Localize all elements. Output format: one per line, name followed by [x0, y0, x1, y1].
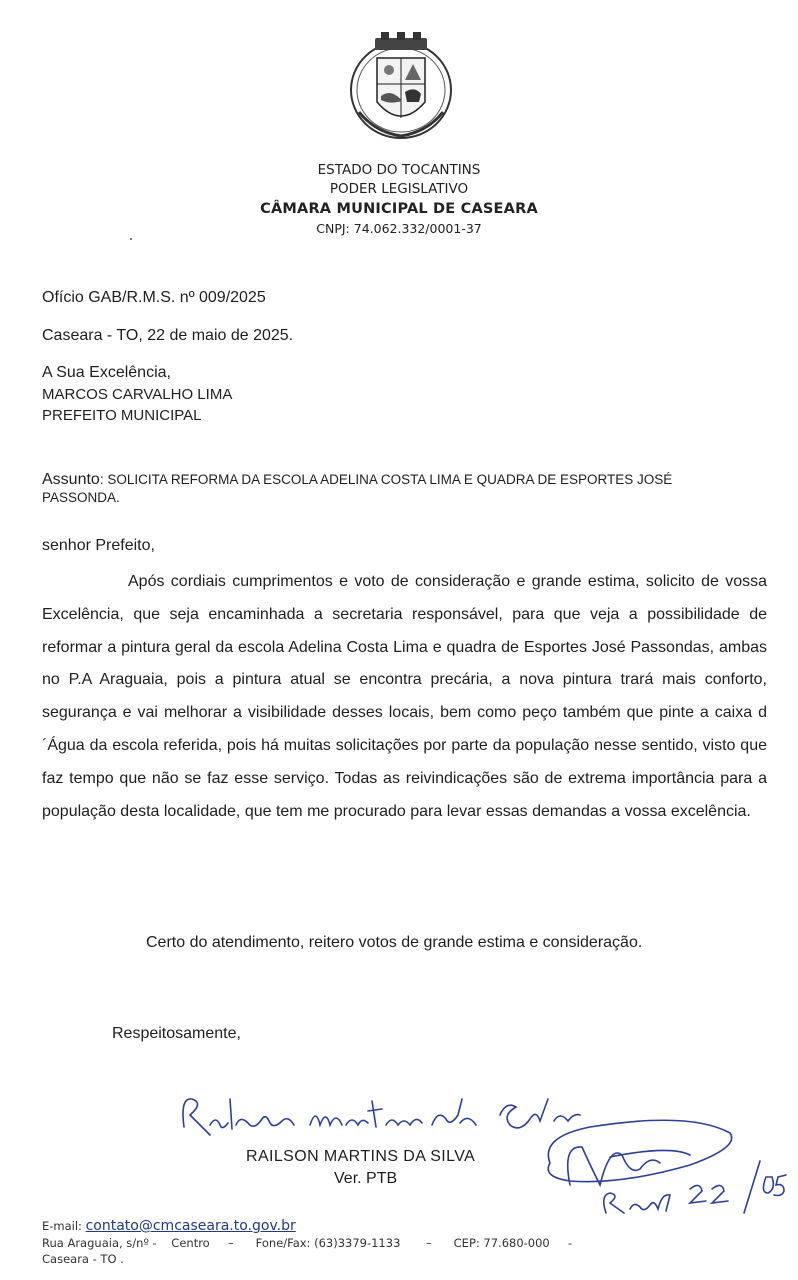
email-label: E-mail: — [42, 1219, 86, 1233]
date-line: Caseara - TO, 22 de maio de 2025. — [42, 327, 294, 344]
closing-text: Certo do atendimento, reitero votos de grande estima e consideração. — [146, 934, 643, 951]
letter-body-text: Após cordiais cumprimentos e voto de consideração e grande estima, solicito de vossa Excelência, que seja encaminhada a secretaria responsável, para que veja a possibilidade de reformar a pintura geral da escola Adelina Costa Lima e quadra de Esportes José Passondas, ambas no P.A Araguaia, pois a pintura atual se encontra precária, a nova pintura trará mais conforto, segurança e vai melhorar a visibilidade desses locais, bem como peço também que pinte a caixa d´Água da escola referida, pois há muitas solicitações por parte da população nesse sentido, visto que faz tempo que não se faz esse serviço. Todas as reivindicações são de extrema importância para a população desta localidade, que tem me procurado para levar essas demandas a vossa excelência. — [42, 573, 767, 820]
header-cnpj: CNPJ: 74.062.332/0001-37 — [316, 221, 482, 236]
coat-of-arms-icon — [345, 32, 457, 140]
regards: Respeitosamente, — [112, 1025, 241, 1042]
office-number: Ofício GAB/R.M.S. nº 009/2025 — [42, 289, 266, 306]
header-state: ESTADO DO TOCANTINS — [317, 162, 481, 178]
recipient-name: MARCOS CARVALHO LIMA — [42, 386, 233, 403]
signatory-name: RAILSON MARTINS DA SILVA — [246, 1148, 476, 1165]
letter-body — [42, 566, 767, 828]
recipient-greeting: A Sua Excelência, — [42, 364, 171, 381]
header-power: PODER LEGISLATIVO — [329, 181, 469, 197]
footer-email — [42, 1218, 296, 1234]
subject — [42, 471, 692, 507]
footer-address: Rua Araguaia, s/nº - Centro – Fone/Fax: (63)3379-1133 – CEP: 77.680-000 - — [42, 1236, 573, 1250]
stray-dot — [130, 238, 132, 240]
recipient-title: PREFEITO MUNICIPAL — [42, 407, 202, 424]
footer-city: Caseara - TO . — [42, 1252, 124, 1266]
signatory-role: Ver. PTB — [334, 1170, 398, 1187]
subject-text: : SOLICITA REFORMA DA ESCOLA ADELINA COSTA LIMA E QUADRA DE ESPORTES JOSÉ PASSONDA. — [42, 472, 673, 505]
subject-label: Assunto — [42, 471, 100, 488]
salutation: senhor Prefeito, — [42, 537, 155, 554]
email-link[interactable]: contato@cmcaseara.to.gov.br — [85, 1218, 296, 1234]
header-institution: CÂMARA MUNICIPAL DE CASEARA — [260, 201, 538, 217]
closing — [56, 927, 676, 959]
